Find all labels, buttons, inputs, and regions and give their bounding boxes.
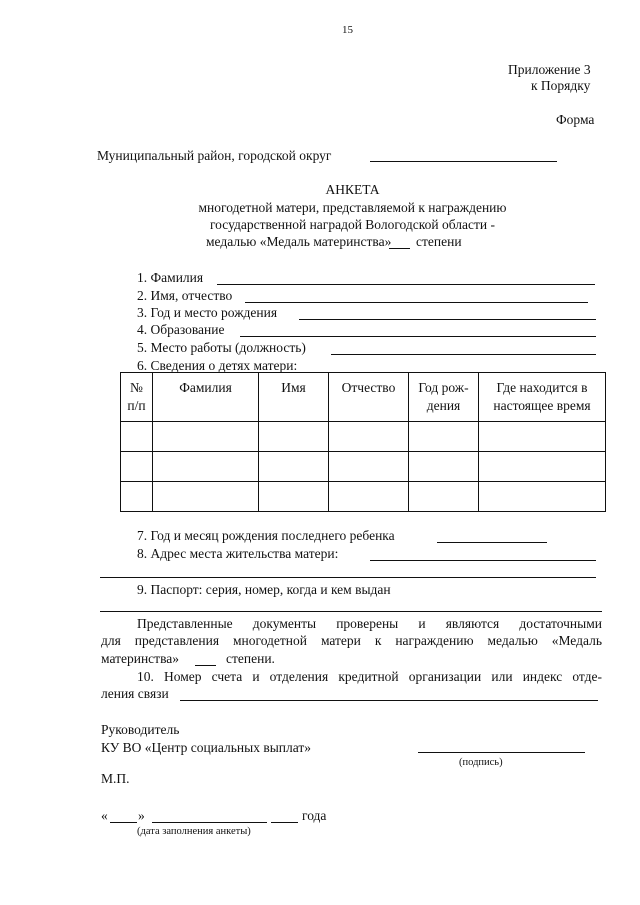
table-row [121, 452, 606, 482]
children-table [120, 372, 606, 512]
date-year-word: года [302, 808, 327, 823]
signature-head: Руководитель [101, 722, 180, 737]
table-cell[interactable] [479, 452, 606, 482]
date-quote-close: » [138, 808, 145, 823]
field-name-line[interactable] [245, 302, 588, 303]
table-cell[interactable] [259, 422, 329, 452]
table-cell[interactable] [121, 452, 153, 482]
field-last-child-label: 7. Год и месяц рождения последнего ребенка [137, 528, 395, 543]
verification-degree-field[interactable] [195, 665, 216, 666]
field-passport-line[interactable] [100, 611, 602, 612]
table-cell[interactable] [409, 482, 479, 512]
table-cell[interactable] [329, 452, 409, 482]
table-header-row [121, 373, 606, 422]
title-line3b: степени [416, 234, 462, 249]
table-cell[interactable] [409, 452, 479, 482]
signature-line[interactable] [418, 752, 585, 753]
title-line1: многодетной матери, представляемой к награждению [198, 200, 507, 215]
municipal-field[interactable] [370, 161, 557, 162]
field-birth-line[interactable] [299, 319, 596, 320]
table-row [121, 422, 606, 452]
col-header-name: Имя [259, 373, 329, 422]
table-cell[interactable] [479, 422, 606, 452]
date-day-field[interactable] [110, 822, 137, 823]
table-cell[interactable] [329, 422, 409, 452]
municipal-label: Муниципальный район, городской округ [97, 148, 332, 163]
page-number: 15 [342, 24, 353, 36]
title-line3a: медалью «Медаль материнства» [206, 234, 392, 249]
appendix-line2: к Порядку [531, 78, 591, 93]
verification-line1: Представленные документы проверены и являются достаточными [137, 616, 602, 631]
date-month-field[interactable] [152, 822, 267, 823]
field-surname-label: 1. Фамилия [137, 270, 204, 285]
table-cell[interactable] [121, 482, 153, 512]
form-title: АНКЕТА [325, 182, 380, 197]
field-surname-line[interactable] [217, 284, 595, 285]
form-label: Форма [556, 112, 595, 127]
verification-line3b: степени. [226, 651, 275, 666]
table-cell[interactable] [121, 422, 153, 452]
field-work-line[interactable] [331, 354, 596, 355]
field-address-line[interactable] [370, 560, 596, 561]
table-cell[interactable] [259, 452, 329, 482]
table-cell[interactable] [329, 482, 409, 512]
signature-caption: (подпись) [459, 757, 503, 768]
table-cell[interactable] [259, 482, 329, 512]
field-last-child-line[interactable] [437, 542, 547, 543]
col-header-surname: Фамилия [153, 373, 259, 422]
verification-line3a: материнства» [101, 651, 180, 666]
signature-org: КУ ВО «Центр социальных выплат» [101, 740, 312, 755]
table-cell[interactable] [153, 482, 259, 512]
field-address-label: 8. Адрес места жительства матери: [137, 546, 339, 561]
field-name-label: 2. Имя, отчество [137, 288, 233, 303]
table-cell[interactable] [409, 422, 479, 452]
field-passport-label: 9. Паспорт: серия, номер, когда и кем выдан [137, 582, 391, 597]
field-work-label: 5. Место работы (должность) [137, 340, 306, 355]
table-row [121, 482, 606, 512]
field-birth-label: 3. Год и место рождения [137, 305, 278, 320]
date-quote-open: « [101, 808, 108, 823]
table-cell[interactable] [479, 482, 606, 512]
field-education-label: 4. Образование [137, 322, 225, 337]
table-cell[interactable] [153, 452, 259, 482]
title-line2: государственной наградой Вологодской области - [209, 217, 495, 232]
date-caption: (дата заполнения анкеты) [137, 826, 251, 837]
col-header-patronymic: Отчество [329, 373, 409, 422]
table-cell[interactable] [153, 422, 259, 452]
field-address-line2[interactable] [100, 577, 596, 578]
col-header-location: Где находится в настоящее время [479, 373, 606, 422]
medal-degree-field[interactable] [389, 248, 410, 249]
field-account-label: 10. Номер счета и отделения кредитной организации или индекс отде- [137, 669, 602, 684]
field-account-label2: ления связи [101, 686, 169, 701]
date-year-field[interactable] [271, 822, 298, 823]
col-header-birth-year: Год рож- дения [409, 373, 479, 422]
col-header-number: № п/п [121, 373, 153, 422]
field-education-line[interactable] [240, 336, 596, 337]
appendix-line1: Приложение 3 [508, 62, 591, 77]
verification-line2: для представления многодетной матери к награждению медалью «Медаль [101, 633, 602, 648]
field-children-label: 6. Сведения о детях матери: [137, 358, 298, 373]
stamp-label: М.П. [101, 771, 130, 786]
field-account-line[interactable] [180, 700, 598, 701]
